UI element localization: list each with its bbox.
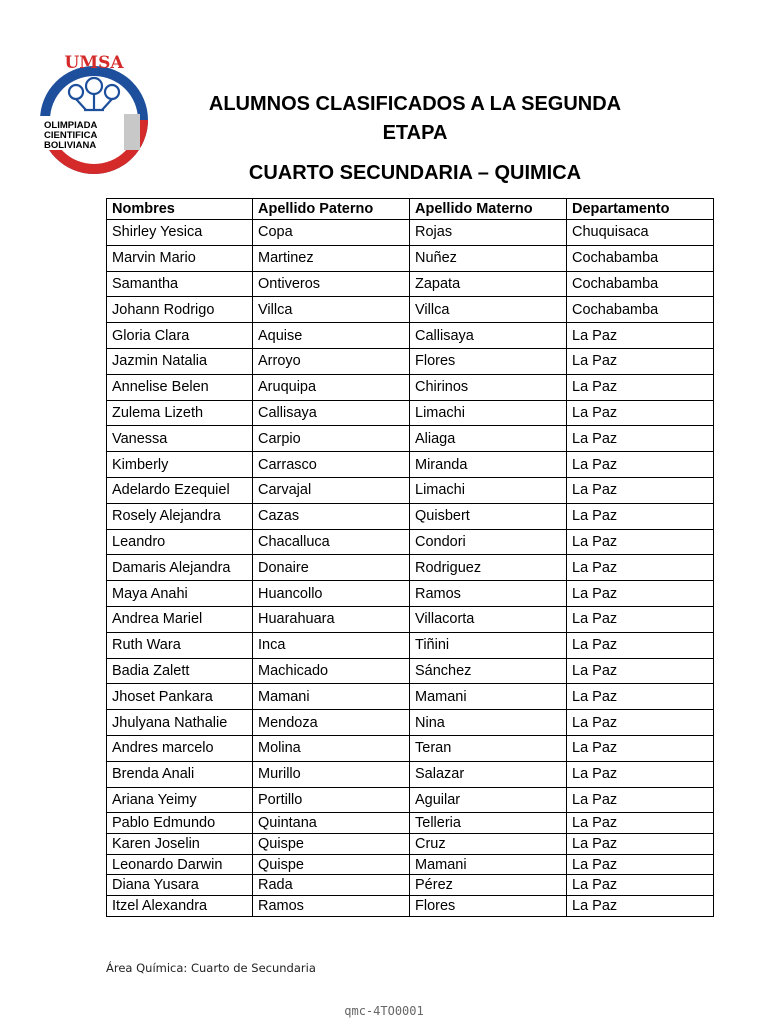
cell-departamento: La Paz xyxy=(567,684,714,710)
cell-apellido-materno: Cruz xyxy=(410,834,567,855)
col-header-apellido-materno: Apellido Materno xyxy=(410,199,567,220)
cell-departamento: La Paz xyxy=(567,503,714,529)
cell-departamento: Chuquisaca xyxy=(567,220,714,246)
cell-nombre: Marvin Mario xyxy=(107,245,253,271)
cell-apellido-materno: Nuñez xyxy=(410,245,567,271)
cell-nombre: Shirley Yesica xyxy=(107,220,253,246)
table-row xyxy=(107,875,714,896)
cell-apellido-materno: Rojas xyxy=(410,220,567,246)
cell-apellido-paterno: Quintana xyxy=(253,813,410,834)
cell-apellido-materno: Flores xyxy=(410,348,567,374)
table-row xyxy=(107,452,714,478)
cell-apellido-materno: Condori xyxy=(410,529,567,555)
cell-departamento: La Paz xyxy=(567,632,714,658)
cell-departamento: La Paz xyxy=(567,581,714,607)
table-row xyxy=(107,813,714,834)
cell-departamento: La Paz xyxy=(567,896,714,917)
table-row xyxy=(107,348,714,374)
table-row xyxy=(107,374,714,400)
logo-line-3: BOLIVIANA xyxy=(44,140,97,151)
logo-umsa-text: UMSA xyxy=(64,53,124,73)
cell-apellido-paterno: Mendoza xyxy=(253,710,410,736)
cell-departamento: La Paz xyxy=(567,374,714,400)
cell-apellido-materno: Pérez xyxy=(410,875,567,896)
cell-nombre: Johann Rodrigo xyxy=(107,297,253,323)
cell-apellido-paterno: Carvajal xyxy=(253,477,410,503)
cell-departamento: La Paz xyxy=(567,477,714,503)
cell-apellido-materno: Callisaya xyxy=(410,323,567,349)
table-row xyxy=(107,761,714,787)
cell-departamento: Cochabamba xyxy=(567,245,714,271)
cell-apellido-paterno: Machicado xyxy=(253,658,410,684)
cell-departamento: Cochabamba xyxy=(567,271,714,297)
cell-departamento: La Paz xyxy=(567,710,714,736)
cell-apellido-materno: Flores xyxy=(410,896,567,917)
document-id: qmc-4TO0001 xyxy=(344,1004,424,1018)
cell-apellido-materno: Mamani xyxy=(410,684,567,710)
cell-departamento: Cochabamba xyxy=(567,297,714,323)
cell-departamento: La Paz xyxy=(567,658,714,684)
cell-apellido-paterno: Copa xyxy=(253,220,410,246)
table-row xyxy=(107,477,714,503)
cell-apellido-paterno: Molina xyxy=(253,735,410,761)
cell-apellido-paterno: Carpio xyxy=(253,426,410,452)
table-body xyxy=(107,220,714,917)
cell-apellido-materno: Teran xyxy=(410,735,567,761)
cell-departamento: La Paz xyxy=(567,606,714,632)
cell-apellido-materno: Villca xyxy=(410,297,567,323)
table-row xyxy=(107,710,714,736)
cell-apellido-materno: Miranda xyxy=(410,452,567,478)
cell-nombre: Leonardo Darwin xyxy=(107,854,253,875)
table-row xyxy=(107,787,714,813)
cell-nombre: Ruth Wara xyxy=(107,632,253,658)
cell-nombre: Rosely Alejandra xyxy=(107,503,253,529)
cell-departamento: La Paz xyxy=(567,400,714,426)
cell-apellido-paterno: Cazas xyxy=(253,503,410,529)
students-table xyxy=(106,198,714,917)
cell-nombre: Kimberly xyxy=(107,452,253,478)
col-header-departamento: Departamento xyxy=(567,199,714,220)
cell-apellido-materno: Limachi xyxy=(410,400,567,426)
table-row xyxy=(107,297,714,323)
cell-nombre: Gloria Clara xyxy=(107,323,253,349)
cell-apellido-materno: Mamani xyxy=(410,854,567,875)
cell-departamento: La Paz xyxy=(567,555,714,581)
cell-departamento: La Paz xyxy=(567,813,714,834)
logo-line-1: OLIMPIADA xyxy=(44,120,98,131)
cell-departamento: La Paz xyxy=(567,426,714,452)
cell-nombre: Jhulyana Nathalie xyxy=(107,710,253,736)
cell-nombre: Badia Zalett xyxy=(107,658,253,684)
table-row xyxy=(107,684,714,710)
cell-apellido-materno: Rodriguez xyxy=(410,555,567,581)
cell-departamento: La Paz xyxy=(567,761,714,787)
cell-apellido-paterno: Arroyo xyxy=(253,348,410,374)
cell-nombre: Damaris Alejandra xyxy=(107,555,253,581)
table-header-row xyxy=(107,199,714,220)
cell-apellido-paterno: Quispe xyxy=(253,854,410,875)
table-row xyxy=(107,245,714,271)
footer-note: Área Química: Cuarto de Secundaria xyxy=(106,961,316,975)
cell-apellido-materno: Ramos xyxy=(410,581,567,607)
table-row xyxy=(107,658,714,684)
document-title xyxy=(160,90,670,148)
cell-departamento: La Paz xyxy=(567,323,714,349)
cell-apellido-paterno: Carrasco xyxy=(253,452,410,478)
cell-apellido-paterno: Martinez xyxy=(253,245,410,271)
cell-apellido-paterno: Inca xyxy=(253,632,410,658)
table-row xyxy=(107,834,714,855)
cell-apellido-paterno: Murillo xyxy=(253,761,410,787)
cell-nombre: Vanessa xyxy=(107,426,253,452)
cell-apellido-materno: Sánchez xyxy=(410,658,567,684)
cell-nombre: Jhoset Pankara xyxy=(107,684,253,710)
cell-apellido-paterno: Ramos xyxy=(253,896,410,917)
cell-apellido-materno: Salazar xyxy=(410,761,567,787)
cell-apellido-materno: Aguilar xyxy=(410,787,567,813)
cell-nombre: Maya Anahi xyxy=(107,581,253,607)
table-row xyxy=(107,606,714,632)
cell-departamento: La Paz xyxy=(567,834,714,855)
cell-nombre: Brenda Anali xyxy=(107,761,253,787)
cell-apellido-materno: Limachi xyxy=(410,477,567,503)
cell-apellido-materno: Tiñini xyxy=(410,632,567,658)
cell-nombre: Diana Yusara xyxy=(107,875,253,896)
cell-nombre: Samantha xyxy=(107,271,253,297)
cell-departamento: La Paz xyxy=(567,787,714,813)
cell-nombre: Karen Joselin xyxy=(107,834,253,855)
cell-apellido-paterno: Villca xyxy=(253,297,410,323)
cell-apellido-materno: Chirinos xyxy=(410,374,567,400)
title-line-2: ETAPA xyxy=(382,122,448,144)
title-line-1: ALUMNOS CLASIFICADOS A LA SEGUNDA xyxy=(208,93,622,115)
cell-apellido-materno: Telleria xyxy=(410,813,567,834)
cell-apellido-paterno: Ontiveros xyxy=(253,271,410,297)
cell-nombre: Andres marcelo xyxy=(107,735,253,761)
cell-departamento: La Paz xyxy=(567,735,714,761)
cell-apellido-materno: Quisbert xyxy=(410,503,567,529)
logo-line-2: CIENTIFICA xyxy=(44,130,98,141)
cell-apellido-paterno: Rada xyxy=(253,875,410,896)
table-row xyxy=(107,426,714,452)
cell-departamento: La Paz xyxy=(567,875,714,896)
cell-apellido-materno: Nina xyxy=(410,710,567,736)
cell-apellido-paterno: Donaire xyxy=(253,555,410,581)
cell-departamento: La Paz xyxy=(567,452,714,478)
cell-apellido-materno: Aliaga xyxy=(410,426,567,452)
cell-apellido-materno: Villacorta xyxy=(410,606,567,632)
col-header-nombres: Nombres xyxy=(107,199,253,220)
table-row xyxy=(107,555,714,581)
umsa-olympiad-logo xyxy=(36,44,152,182)
table-row xyxy=(107,854,714,875)
cell-apellido-paterno: Quispe xyxy=(253,834,410,855)
cell-departamento: La Paz xyxy=(567,854,714,875)
table-row xyxy=(107,400,714,426)
cell-apellido-paterno: Portillo xyxy=(253,787,410,813)
table-row xyxy=(107,735,714,761)
table-row xyxy=(107,896,714,917)
cell-apellido-paterno: Huancollo xyxy=(253,581,410,607)
cell-apellido-paterno: Aquise xyxy=(253,323,410,349)
table-row xyxy=(107,581,714,607)
table-row xyxy=(107,323,714,349)
cell-apellido-paterno: Mamani xyxy=(253,684,410,710)
document-subtitle: CUARTO SECUNDARIA – QUIMICA xyxy=(248,162,582,184)
cell-nombre: Jazmin Natalia xyxy=(107,348,253,374)
table-row xyxy=(107,632,714,658)
table-row xyxy=(107,220,714,246)
col-header-apellido-paterno: Apellido Paterno xyxy=(253,199,410,220)
cell-departamento: La Paz xyxy=(567,348,714,374)
cell-nombre: Leandro xyxy=(107,529,253,555)
table-row xyxy=(107,529,714,555)
cell-nombre: Adelardo Ezequiel xyxy=(107,477,253,503)
cell-apellido-materno: Zapata xyxy=(410,271,567,297)
cell-apellido-paterno: Aruquipa xyxy=(253,374,410,400)
cell-nombre: Annelise Belen xyxy=(107,374,253,400)
cell-nombre: Itzel Alexandra xyxy=(107,896,253,917)
cell-nombre: Pablo Edmundo xyxy=(107,813,253,834)
table-row xyxy=(107,271,714,297)
cell-apellido-paterno: Chacalluca xyxy=(253,529,410,555)
cell-nombre: Zulema Lizeth xyxy=(107,400,253,426)
table-row xyxy=(107,503,714,529)
cell-apellido-paterno: Huarahuara xyxy=(253,606,410,632)
cell-nombre: Ariana Yeimy xyxy=(107,787,253,813)
cell-nombre: Andrea Mariel xyxy=(107,606,253,632)
cell-apellido-paterno: Callisaya xyxy=(253,400,410,426)
cell-departamento: La Paz xyxy=(567,529,714,555)
